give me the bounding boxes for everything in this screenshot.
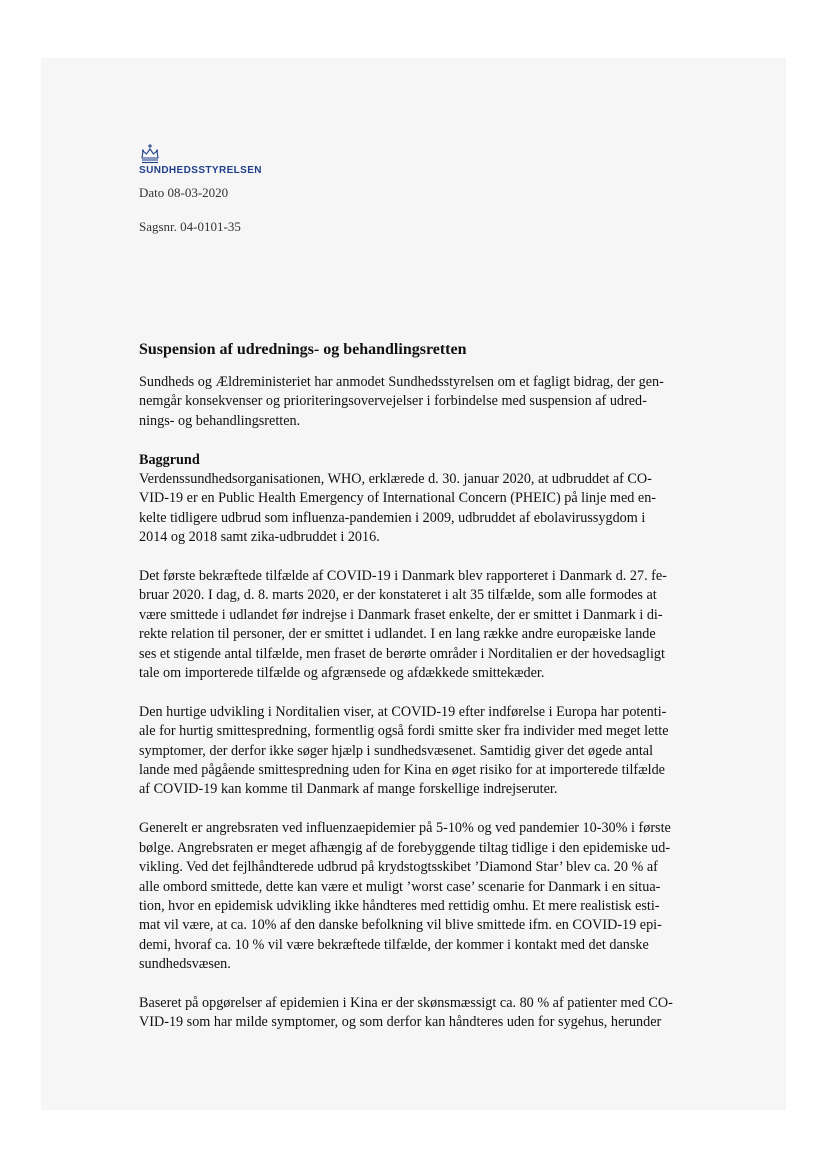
text-line: Verdenssundhedsorganisationen, WHO, erklærede d. 30. januar 2020, at udbruddet af CO- <box>139 471 652 488</box>
text-line: Det første bekræftede tilfælde af COVID-19 i Danmark blev rapporteret i Danmark d. 27. fe- <box>139 568 667 585</box>
text-line: være smittede i udlandet før indrejse i Danmark fraset enkelte, der er smittet i Danmark i di- <box>139 606 663 623</box>
document-body <box>139 373 673 1052</box>
text-line: tion, hvor en epidemisk udvikling ikke håndteres med rettidig omhu. Et mere realistisk esti- <box>139 897 660 914</box>
text-line: symptomer, der derfor ikke søger hjælp i sundhedsvæsenet. Samtidig giver det øgede antal <box>139 742 654 759</box>
section-heading: Baggrund <box>139 451 200 468</box>
text-line: ses et stigende antal tilfælde, men fraset de berørte områder i Norditalien er der hovedsagligt <box>139 645 665 662</box>
text-line: rekte relation til personer, der er smittet i udlandet. I en lang række andre europæiske lande <box>139 626 656 643</box>
text-line: 2014 og 2018 samt zika-udbruddet i 2016. <box>139 529 380 546</box>
text-line: vikling. Ved det fejlhåndterede udbrud på krydstogtsskibet ’Diamond Star’ blev ca. 20 % af <box>139 859 658 876</box>
document-title: Suspension af udrednings- og behandlingsretten <box>139 341 467 358</box>
background-section <box>139 451 659 548</box>
text-line: Den hurtige udvikling i Norditalien viser, at COVID-19 efter indførelse i Europa har potenti- <box>139 703 667 720</box>
text-line: nemgår konsekvenser og prioriteringsovervejelser i forbindelse med suspension af udred- <box>139 393 647 410</box>
text-line: ale for hurtig smittespredning, formentlig også fordi smitte sker fra individer med meget lette <box>139 723 669 740</box>
logo-text: SUNDHEDSSTYRELSEN <box>139 165 262 176</box>
text-line: Generelt er angrebsraten ved influenzaepidemier på 5-10% og ved pandemier 10-30% i første <box>139 820 671 837</box>
text-line: tale om importerede tilfælde og afgrænsede og afdækkede smittekæder. <box>139 665 545 682</box>
crown-icon <box>139 143 161 165</box>
text-line: Baseret på opgørelser af epidemien i Kina er der skønsmæssigt ca. 80 % af patienter med CO- <box>139 994 673 1011</box>
italy-paragraph <box>139 703 669 800</box>
document-date: Dato 08-03-2020 <box>139 185 229 200</box>
text-line: lande med pågående smittespredning uden for Kina en øget risiko for at importerede tilfælde <box>139 762 665 779</box>
text-line: VID-19 er en Public Health Emergency of International Concern (PHEIC) på linje med en- <box>139 490 657 507</box>
text-line: alle ombord smittede, dette kan være et muligt ’worst case’ scenarie for Danmark i en situa- <box>139 878 661 895</box>
text-line: sundhedsvæsen. <box>139 956 231 973</box>
text-line: Sundheds og Ældreministeriet har anmodet Sundhedsstyrelsen om et fagligt bidrag, der gen- <box>139 374 664 390</box>
text-line: mat vil være, at ca. 10% af den danske befolkning vil blive smittede ifm. en COVID-19 epi- <box>139 917 662 934</box>
text-line: kelte tidligere udbrud som influenza-pandemien i 2009, udbruddet af ebolavirussygdom i <box>139 509 646 526</box>
attack-rate-paragraph <box>139 819 671 974</box>
intro-paragraph <box>139 373 664 431</box>
text-line: bølge. Angrebsraten er meget afhængig af de forebyggende tiltag tidlige i den epidemiske ud- <box>139 839 671 856</box>
text-line: demi, hvoraf ca. 10 % vil være bekræftede tilfælde, der kommer i kontakt med det danske <box>139 936 649 953</box>
cases-paragraph <box>139 567 667 683</box>
case-number: Sagsnr. 04-0101-35 <box>139 219 241 234</box>
text-line: af COVID-19 kan komme til Danmark af mange forskellige indrejseruter. <box>139 781 558 798</box>
text-line: nings- og behandlingsretten. <box>139 412 301 429</box>
text-line: bruar 2020. I dag, d. 8. marts 2020, er der konstateret i alt 35 tilfælde, som alle formodes at <box>139 587 657 604</box>
china-paragraph <box>139 994 673 1033</box>
text-line: VID-19 som har milde symptomer, og som derfor kan håndteres uden for sygehus, herunder <box>139 1014 662 1031</box>
